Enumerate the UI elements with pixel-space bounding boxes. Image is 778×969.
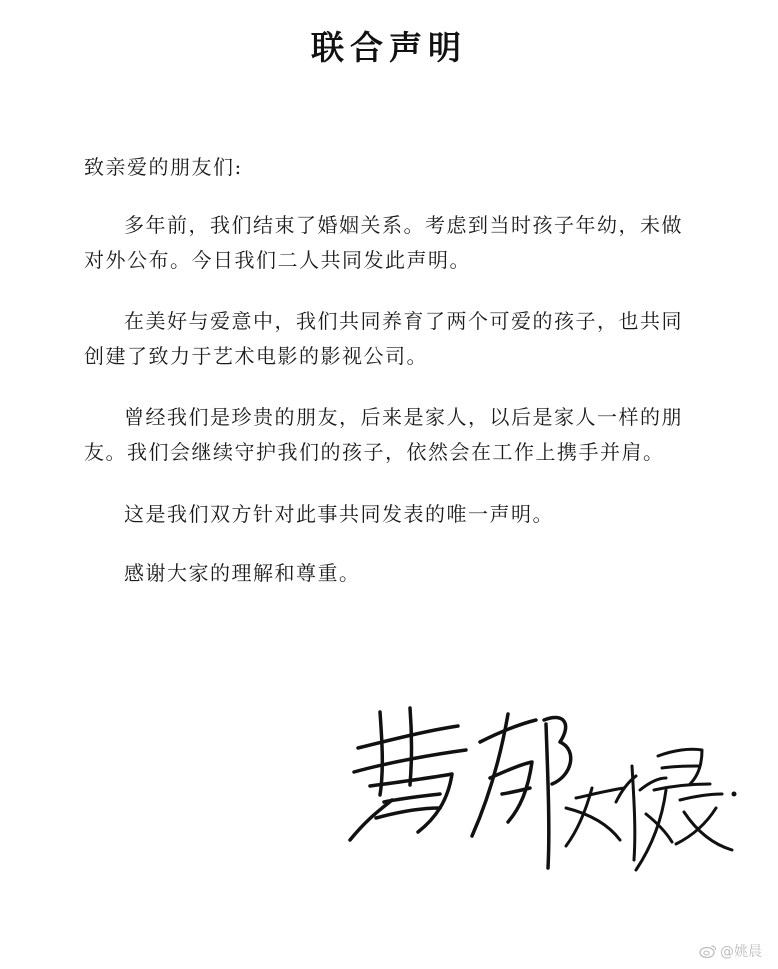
statement-paragraph-1: 多年前，我们结束了婚姻关系。考虑到当时孩子年幼，未做对外公布。今日我们二人共同发此声明。 [84, 213, 683, 272]
signature-dot [732, 792, 737, 797]
statement-paragraph-2: 在美好与爱意中，我们共同养育了两个可爱的孩子，也共同创建了致力于艺术电影的影视公司。 [84, 309, 683, 368]
statement-paragraph-4: 这是我们双方针对此事共同发表的唯一声明。 [124, 502, 554, 526]
watermark-text: @姚晨 [720, 944, 762, 960]
handwritten-signature [340, 690, 750, 880]
signature-char-1 [350, 708, 466, 840]
statement-title: 联合声明 [311, 28, 467, 67]
weibo-watermark [699, 941, 762, 961]
signature-char-2 [472, 714, 571, 868]
statement-paragraph-5: 感谢大家的理解和尊重。 [124, 561, 361, 585]
statement-paragraph-3: 曾经我们是珍贵的朋友，后来是家人，以后是家人一样的朋友。我们会继续守护我们的孩子，依然会在工作上携手并肩。 [84, 405, 683, 464]
signature-char-3 [566, 766, 672, 860]
greeting-line: 致亲爱的朋友们: [84, 155, 243, 179]
weibo-icon [699, 944, 717, 958]
signature-char-4 [636, 749, 732, 870]
